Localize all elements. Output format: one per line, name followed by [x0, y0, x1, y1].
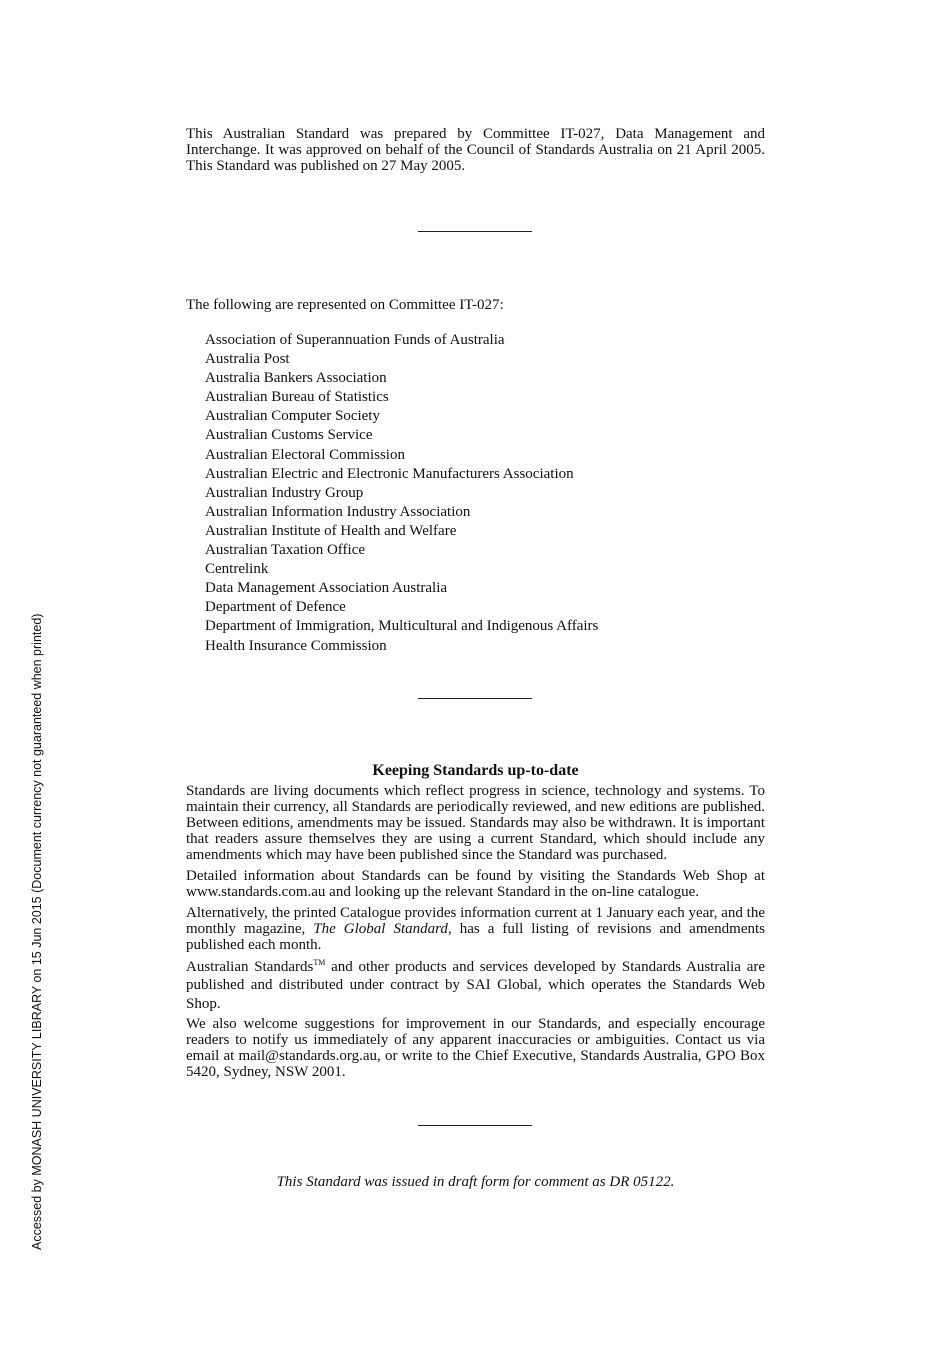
catalogue-text: Alternatively, the printed Catalogue provides information current at 1 January each year, and the monthly magazine,	[186, 904, 765, 937]
catalogue-paragraph	[186, 905, 765, 953]
member-item: Australian Information Industry Association	[205, 503, 471, 520]
distribution-text: Australian Standards	[186, 958, 314, 975]
member-item: Australian Industry Group	[205, 484, 364, 501]
member-item: Australian Taxation Office	[205, 542, 366, 559]
member-item: Health Insurance Commission	[205, 637, 387, 654]
web-shop-paragraph: Detailed information about Standards can be found by visiting the Standards Web Shop at www.standards.com.au and looking up the relevant Standard in the on-line catalogue.	[186, 867, 765, 900]
section-divider	[418, 231, 532, 232]
member-item: Australian Electric and Electronic Manufacturers Association	[205, 465, 574, 482]
section-divider	[418, 1125, 532, 1126]
member-item: Australia Post	[205, 351, 290, 368]
member-item: Department of Immigration, Multicultural and Indigenous Affairs	[205, 618, 599, 635]
keeping-standards-heading: Keeping Standards up-to-date	[372, 761, 579, 779]
magazine-title: The Global Standard	[313, 920, 448, 937]
member-item: Australian Computer Society	[205, 408, 380, 425]
distribution-text-end: and other products and services developed by Standards Australia are published and distributed under contract by SAI Global, which operates the Standards Web Shop.	[186, 958, 766, 1012]
distribution-paragraph	[186, 958, 765, 1014]
section-divider	[418, 698, 532, 699]
member-item: Australian Customs Service	[205, 427, 373, 444]
committee-member-list	[205, 331, 765, 656]
member-item: Australian Bureau of Statistics	[205, 389, 389, 406]
member-item: Department of Defence	[205, 599, 346, 616]
trademark-mark: TM	[313, 957, 326, 967]
suggestions-paragraph: We also welcome suggestions for improvement in our Standards, and especially encourage readers to notify us immediately of any apparent inaccuracies or ambiguities. Contact us via email at mail@standards.org.au, or write to the Chief Executive, Standards Australia, GPO Box 5420, Sydney, NSW 2001.	[186, 1016, 765, 1081]
access-watermark: Accessed by MONASH UNIVERSITY LIBRARY on 15 Jun 2015 (Document currency not guaranteed when printed)	[30, 613, 44, 1250]
preparation-statement: This Australian Standard was prepared by Committee IT-027, Data Management and Interchange. It was approved on behalf of the Council of Standards Australia on 21 April 2005. This Standard was published on 27 May 2005.	[186, 126, 765, 174]
living-documents-paragraph: Standards are living documents which reflect progress in science, technology and systems. To maintain their currency, all Standards are periodically reviewed, and new editions are published. Between editions, amendments may be issued. Standards may also be withdrawn. It is important that readers assure themselves they are using a current Standard, which should include any amendments which may have been published since the Standard was purchased.	[186, 782, 765, 863]
member-item: Association of Superannuation Funds of Australia	[205, 332, 505, 348]
member-item: Australian Electoral Commission	[205, 446, 405, 463]
catalogue-text-end: , has a full listing of revisions and amendments published each month.	[186, 920, 765, 953]
committee-heading: The following are represented on Committee IT-027:	[186, 297, 504, 313]
draft-note: This Standard was issued in draft form for comment as DR 05122.	[276, 1174, 675, 1191]
member-item: Australian Institute of Health and Welfare	[205, 522, 457, 539]
document-page	[186, 126, 765, 1191]
member-item: Australia Bankers Association	[205, 370, 387, 387]
member-item: Centrelink	[205, 561, 269, 578]
member-item: Data Management Association Australia	[205, 580, 448, 597]
